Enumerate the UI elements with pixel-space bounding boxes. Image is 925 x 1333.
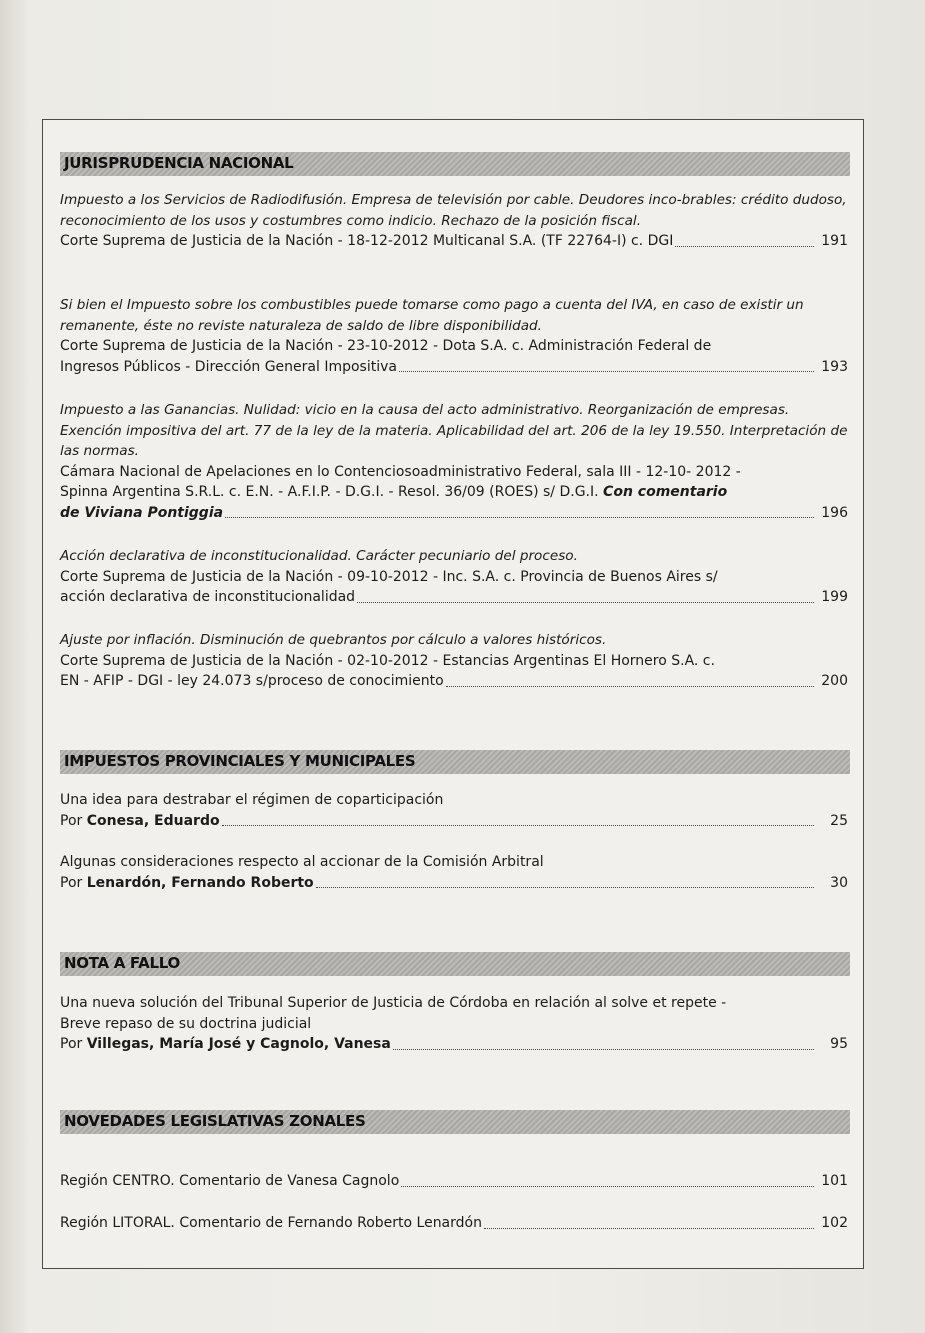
- article-title: Una nueva solución del Tribunal Superior de Justicia de Córdoba en relación al solve et repete -: [60, 995, 727, 1011]
- page-number[interactable]: 199: [821, 589, 848, 605]
- entry-citation-text: Región CENTRO. Comentario de Vanesa Cagnolo: [60, 1173, 400, 1189]
- entry-summary: Impuesto a los Servicios de Radiodifusión. Empresa de televisión por cable. Deudores inco-brables: crédito dudoso, reconocimiento de los usos y costumbres como indicio. Rechazo de la posición fiscal.: [60, 192, 847, 229]
- entry-citation: [60, 231, 848, 252]
- entry-author-line: [60, 873, 314, 894]
- dot-leader: [357, 602, 814, 603]
- toc-entry: [60, 1213, 848, 1234]
- entry-citation: [60, 873, 848, 894]
- comment-label: Con comentario: [603, 484, 728, 500]
- page-number[interactable]: 102: [821, 1215, 848, 1231]
- section-header-jurisprudencia: [60, 152, 850, 176]
- entry-citation-text: Corte Suprema de Justicia de la Nación - 18-12-2012 Multicanal S.A. (TF 22764-I) c. DGI: [60, 233, 674, 249]
- entry-summary: Ajuste por inflación. Disminución de quebrantos por cálculo a valores históricos.: [60, 632, 607, 648]
- section-title: IMPUESTOS PROVINCIALES Y MUNICIPALES: [64, 752, 416, 770]
- page-number[interactable]: 101: [821, 1173, 848, 1189]
- entry-citation-text: Región LITORAL. Comentario de Fernando Roberto Lenardón: [60, 1215, 482, 1231]
- toc-entry: [60, 993, 848, 1055]
- entry-citation-line: Corte Suprema de Justicia de la Nación - 02-10-2012 - Estancias Argentinas El Hornero S.A. c.: [60, 652, 715, 669]
- entry-citation-text: Ingresos Públicos - Dirección General Impositiva: [60, 358, 397, 375]
- author-name: Lenardón, Fernando Roberto: [86, 874, 314, 891]
- entry-citation: [60, 357, 848, 378]
- section-title: NOVEDADES LEGISLATIVAS ZONALES: [64, 1112, 366, 1130]
- toc-entry: [60, 852, 848, 893]
- toc-entry: [60, 1171, 848, 1192]
- entry-citation-line: Cámara Nacional de Apelaciones en lo Contenciosoadministrativo Federal, sala III - 12-10- 2012 -: [60, 463, 741, 480]
- entry-citation-line-text: Spinna Argentina S.R.L. c. E.N. - A.F.I.P. - D.G.I. - Resol. 36/09 (ROES) s/ D.G.I.: [60, 484, 599, 500]
- dot-leader: [401, 1186, 814, 1187]
- toc-entry: [60, 546, 848, 608]
- dot-leader: [222, 825, 814, 826]
- toc-frame: [42, 119, 864, 1269]
- by-label: Por: [60, 874, 83, 891]
- entry-citation: [60, 811, 848, 832]
- section-header-nota-a-fallo: [60, 952, 850, 976]
- entry-citation-line: Corte Suprema de Justicia de la Nación - 09-10-2012 - Inc. S.A. c. Provincia de Buenos Aires s/: [60, 568, 718, 585]
- toc-entry: [60, 630, 848, 692]
- page-number[interactable]: 95: [830, 1036, 848, 1052]
- section-header-impuestos: [60, 750, 850, 774]
- entry-summary: Si bien el Impuesto sobre los combustibles puede tomarse como pago a cuenta del IVA, en caso de existir un remanente, éste no reviste naturaleza de saldo de libre disponibilidad.: [60, 297, 804, 334]
- entry-citation: [60, 1171, 848, 1192]
- toc-entry: [60, 295, 848, 377]
- entry-citation: [60, 1213, 848, 1234]
- article-title: Algunas consideraciones respecto al accionar de la Comisión Arbitral: [60, 854, 544, 870]
- dot-leader: [225, 517, 814, 518]
- article-title: Una idea para destrabar el régimen de coparticipación: [60, 792, 444, 808]
- page-number[interactable]: 200: [821, 673, 848, 689]
- entry-author-line: [60, 1034, 391, 1055]
- by-label: Por: [60, 1036, 83, 1052]
- entry-citation: [60, 1034, 848, 1055]
- entry-citation-line: Corte Suprema de Justicia de la Nación - 23-10-2012 - Dota S.A. c. Administración Federal de: [60, 338, 712, 354]
- page-number[interactable]: 193: [821, 358, 848, 375]
- entry-citation-text: de Viviana Pontiggia: [60, 504, 224, 521]
- section-header-novedades: [60, 1110, 850, 1134]
- entry-summary: Impuesto a las Ganancias. Nulidad: vicio en la causa del acto administrativo. Reorganización de empresas. Exención impositiva del art. 77 de la ley de la materia. Aplicabilidad del art. 206 de la ley 19.550. Interpretación de las normas.: [60, 402, 848, 459]
- entry-citation: [60, 587, 848, 608]
- dot-leader: [484, 1228, 814, 1229]
- entry-citation: [60, 503, 848, 524]
- page-number[interactable]: 30: [830, 874, 848, 891]
- entry-citation-text: acción declarativa de inconstitucionalidad: [60, 589, 356, 605]
- author-name: Conesa, Eduardo: [86, 812, 220, 829]
- dot-leader: [316, 887, 814, 888]
- page-number[interactable]: 191: [821, 233, 848, 249]
- dot-leader: [675, 246, 814, 247]
- dot-leader: [393, 1049, 814, 1050]
- section-title: JURISPRUDENCIA NACIONAL: [64, 154, 294, 172]
- section-title: NOTA A FALLO: [64, 954, 180, 972]
- dot-leader: [399, 371, 814, 372]
- article-subtitle: Breve repaso de su doctrina judicial: [60, 1015, 312, 1032]
- toc-entry: [60, 400, 848, 523]
- entry-citation-line: [60, 482, 848, 503]
- entry-summary: Acción declarativa de inconstitucionalidad. Carácter pecuniario del proceso.: [60, 548, 578, 564]
- by-label: Por: [60, 812, 83, 829]
- entry-citation-text: EN - AFIP - DGI - ley 24.073 s/proceso de conocimiento: [60, 673, 444, 689]
- author-name: Villegas, María José y Cagnolo, Vanesa: [86, 1036, 391, 1052]
- toc-entry: [60, 790, 848, 831]
- entry-author-line: [60, 811, 220, 832]
- toc-entry: [60, 190, 848, 252]
- dot-leader: [446, 686, 814, 687]
- page-number[interactable]: 196: [821, 504, 848, 521]
- page-number[interactable]: 25: [830, 812, 848, 829]
- entry-citation: [60, 671, 848, 692]
